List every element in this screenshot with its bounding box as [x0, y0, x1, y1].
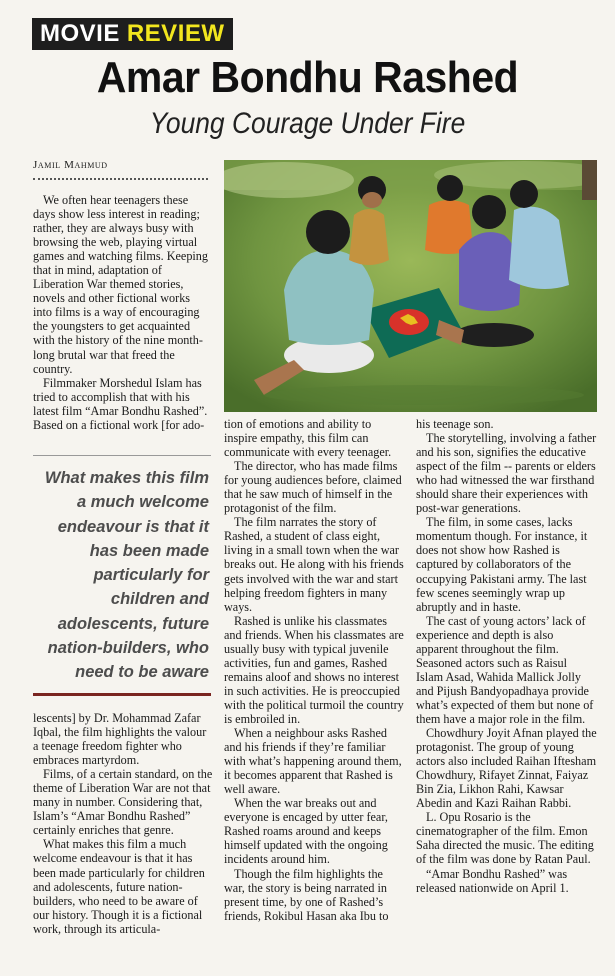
paragraph: Rashed is unlike his classmates and friends. When his classmates are usually busy with typical juvenile activities, fun and games, Rashed remains aloof and shows no interest in such activities. He is preoccupied with the political turmoil the country is embroiled in. — [224, 613, 404, 726]
paragraph: Though the film highlights the war, the story is being narrated in present time, by one of Rashed’s friends, Rokibul Hasan aka Ibu to — [224, 866, 389, 923]
paragraph: When the war breaks out and everyone is encaged by utter fear, Rashed roams around and keeps himself updated with the ongoing incidents around him. — [224, 796, 388, 867]
article-photo — [224, 160, 597, 412]
column-1-bottom — [33, 711, 213, 936]
pull-quote-bottom-rule — [33, 693, 211, 696]
pull-quote: What makes this film a much welcome endeavour is that it has been made particularly for children and adolescents, future nation-builders, who need to be aware — [44, 469, 209, 682]
paragraph: The film narrates the story of Rashed, a student of class eight, living in a small town when the war breaks out. He along with his friends gets involved with the war and start helping freedom fighters in many ways. — [224, 515, 404, 614]
article-subtitle: Young Courage Under Fire — [149, 107, 466, 140]
paragraph: tion of emotions and ability to inspire empathy, this film can communicate with every teenager. — [224, 417, 392, 460]
paragraph: Filmmaker Morshedul Islam has tried to accomplish that with his latest film “Amar Bondhu Rashed”. Based on a fictional work [for ado- — [33, 375, 208, 432]
article-headline: Amar Bondhu Rashed — [96, 53, 519, 102]
paragraph: The film, in some cases, lacks momentum though. For instance, it does not show how Rashed is captured by collaborators of the occupying Pakistani army. The last few scenes seemingly wrap up abruptly and in haste. — [416, 515, 588, 614]
paragraph: his teenage son. — [416, 417, 494, 431]
paragraph: When a neighbour asks Rashed and his friends if they’re familiar with what’s happening around them, it becomes apparent that Rashed is well aware. — [224, 726, 402, 797]
paragraph: Chowdhury Joyit Afnan played the protagonist. The group of young actors also included Raihan Iftesham Chowdhury, Rifayet Zinnat, Faiyaz Bin Zia, Likhon Rahi, Kawsar Abedin and Kazi Raihan Rabbi. — [416, 726, 597, 811]
paragraph: “Amar Bondhu Rashed” was released nationwide on April 1. — [416, 866, 569, 895]
column-2 — [224, 417, 404, 923]
section-banner — [32, 18, 233, 50]
pull-quote-top-rule — [33, 455, 211, 456]
paragraph: The cast of young actors’ lack of experience and depth is also apparent throughout the film. Seasoned actors such as Raisul Islam Asad, Wahida Mallick Jolly and Pijush Bandyopadhaya provide what’s expected of them but none of them have a major role in the film. — [416, 613, 594, 726]
paragraph: Films, of a certain standard, on the theme of Liberation War are not that many in number. Considering that, Islam’s “Amar Bondhu Rashed” certainly enriches that genre. — [33, 767, 213, 838]
paragraph: What makes this film a much welcome endeavour is that it has been made particularly for children and adolescents, future nation-builders, who need to be aware of our history. Though it is a fictional work, through its articula- — [33, 837, 205, 936]
column-3 — [416, 417, 597, 895]
paragraph: lescents] by Dr. Mohammad Zafar Iqbal, the film highlights the valour a teenage freedom fighter who embraces martyrdom. — [33, 711, 207, 768]
paragraph: The director, who has made films for young audiences before, claimed that he saw much of himself in the protagonist of the film. — [224, 459, 402, 516]
banner-word-movie: MOVIE — [40, 20, 120, 47]
byline: Jamil Mahmud — [33, 159, 108, 171]
banner-word-review: REVIEW — [126, 20, 225, 47]
paragraph: The storytelling, involving a father and his son, signifies the educative aspect of the film -- parents or elders who had witnessed the war firsthand should share their experiences with post-war generations. — [416, 431, 597, 516]
column-1-top — [33, 193, 211, 432]
boys-playing-photo — [224, 160, 597, 412]
paragraph: L. Opu Rosario is the cinematographer of the film. Emon Saha directed the music. The editing of the film was done by Ratan Paul. — [416, 810, 594, 867]
byline-divider — [33, 178, 208, 180]
paragraph: We often hear teenagers these days show less interest in reading; rather, they are always busy with browsing the web, playing virtual games and watching films. Keeping that in mind, adaptation of Liberation War themed stories, novels and other fictional works into films is a way of encouraging the youngsters to get acquainted with the history of the nine month-long brutal war that freed the country. — [33, 193, 208, 376]
